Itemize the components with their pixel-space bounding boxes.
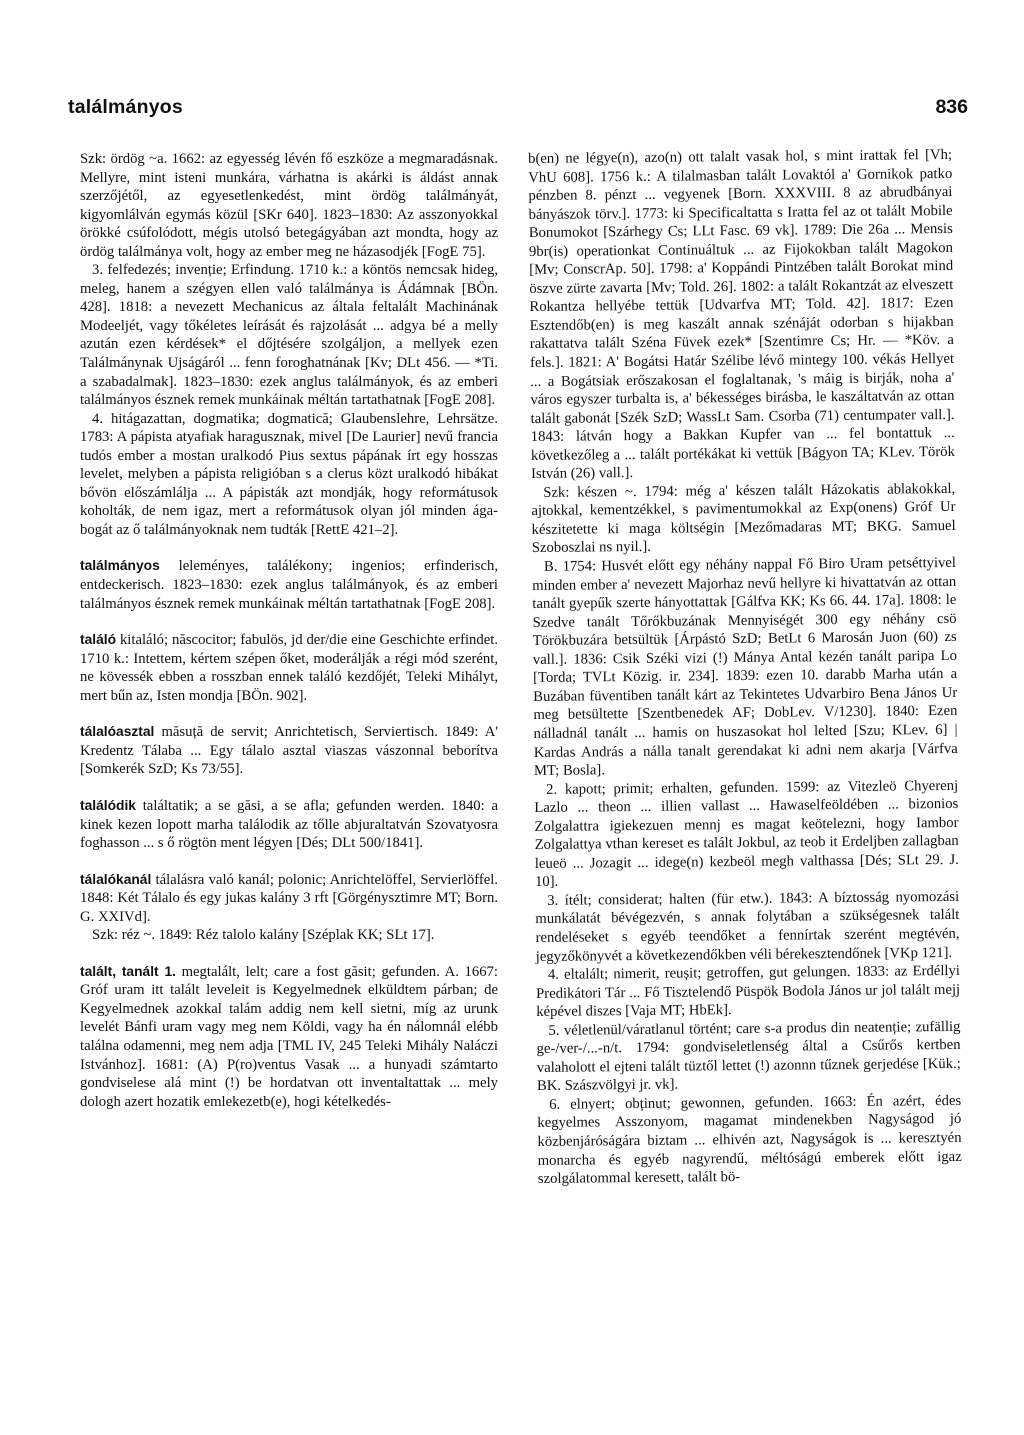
entry-text: tálalásra való kanál; polonic; Anrichtelöffel, Servierlöffel. 1848: Két Tálalo és egy jukas kalány 3 rft [Görgénysztimre MT; Born. G. XXIVd]. xyxy=(80,871,498,925)
entry-text: B. 1754: Husvét előtt egy néhány nappal Fő Biro Uram petséttyivel minden ember a' nevezett Majorhaz nevű hellyre ki hivattatván az ottan tanált gyepűk szerte hányottattak [Gálfva KK; Ks 66. 44. 17a]. 1808: le Szedve tanált Tőrőkbuzának Mennyiségét 300 egy néhány csö Törökbuzára betsültük [Árpástó SzD; BetLt 6 Marosán Juon (60) zs vall.]. 1836: Csik Széki vizi (!) Mánya Antal kezén tanált paripa Lo [Torda; TVLt Közig. ir. 234]. 1839: ezen 10. darabb Marha után a Buzában füventiben tanált kárt az Tekintetes Udvarbiro Bena János Ur meg betsültette [Szentbenedek AF; DobLev. V/1230]. 1840: Ezen nálladnál tanált ... hamis on huszasokat hol lelted [Szu; KLev. 6] | Kardas András a nálla tanalt gerendakat ki adni nem akarja [Várfva MT; Bosla]. xyxy=(532,554,958,780)
entry-paragraph xyxy=(535,888,960,966)
running-head-word: találmányos xyxy=(68,96,183,118)
dictionary-entry xyxy=(80,797,498,853)
entry-paragraph xyxy=(537,1092,962,1189)
entry-paragraph xyxy=(532,554,958,781)
entry-text: 6. elnyert; obținut; gewonnen, gefunden. 1663: Én azért, édes kegyelmes Asszonyom, magamat mindenekben Nagyságod jó közbenjáróságára biztam ... elhivén azt, Nagyságok is ... keresztyén monarcha és egyéb nagyrendű, méltóságú emberek előtt igaz szolgálatommal keresett, talált bö- xyxy=(537,1092,962,1188)
entry-text: Szk: készen ~. 1794: még a' készen talált Házokatis ablakokkal, ajtokkal, kementzékkel, s pavimentumokkal az Exp(onens) Gróf Ur készitetette ki maga költségin [Mezőmadaras MT; BKG. Samuel Szoboszlai ns nyil.]. xyxy=(531,480,956,557)
left-column xyxy=(80,150,498,1111)
entry-text: Szk: réz ~. 1849: Réz talolo kalány [Széplak KK; SLt 17]. xyxy=(92,927,435,944)
entry-paragraph xyxy=(80,410,498,540)
dictionary-entry xyxy=(80,723,498,779)
entry-text: b(en) ne légye(n), azo(n) ott talalt vasak hol, s mint irattak fel [Vh; VhU 608]. 1756 k.: A tilalmasban talált Lovaktól a' Gornikok patko pénzben 8. pénzt ... vegyenek [Born. XXXVIII. 8 az abrudbányai bányászok törv.]. 1773: ki Specificaltatta s Iratta fel az ot talált Mobile Bonumokot [Szárhegy Cs; LLt Fasc. 69 vk]. 1789: Die 26a ... Mensis 9br(is) operationkat Continuáltuk ... az Fijokokban talált Magokon [Mv; ConscrAp. 50]. 1798: a' Koppándi Pintzében talált Borokat mind öszve zürte zavarta [Mv; Told. 26]. 1802: a talált Rokantzát az elveszett Rokantza hellyébe tettük [Udvarfva MT; Told. 42]. 1817: Ezen Esztendőb(en) is meg kaszált annak szénáját odorban s hijakban rakattatva talált Széna Füvek ezek* [Szentimre Cs; Hr. — *Köv. a fels.]. 1821: A' Bogátsi Határ Szélibe lévő mintegy 100. vékás Hellyet ... a Bogátsiak erőszakosan el foglaltanak, 's máig is birják, noha a' város egyszer turbalta is, a' békességes birásba, le kaszáltatván az ottan talált gabonát [Szék SzD; WassLt Sam. Csorba (71) centumpater vall.]. 1843: látván hogy a Bakkan Kupfer van ... fel bontattuk ... következőleg a ... talált portékákat ki vettük [Bágyon TA; KLev. Török István (26) vall.]. xyxy=(528,146,955,483)
entry-text: 4. eltalált; nimerit, reușit; getroffen, gut gelungen. 1833: az Erdéllyi Predikátori Tár ... Fő Tisztelendő Püspök Bodola János ur jol talált mejj képével diszes [Vaja MT; HbEk]. xyxy=(536,962,961,1021)
entry-paragraph xyxy=(534,776,959,891)
entry-headword: tálalóasztal xyxy=(80,724,155,740)
dictionary-entry xyxy=(80,871,498,927)
entry-headword: találó xyxy=(80,632,117,648)
dictionary-entry xyxy=(80,631,498,705)
entry-text: 4. hitágazattan, dogmatika; dogmatică; Glaubenslehre, Lehrsätze. 1783: A pápista atyafiak haragusznak, mivel [De Laurier] nevű francia tudós ember a mostan uralkodó Pius sextus pápának írt egy hosszas levelet, melyben a pápista religióban s a clerus közt uralkodó hibákat bővön előszámlálja ... A pápisták azt mondják, hogy reformátusok koholták, de nem igaz, mert a reformátusok olyan jól minden ága-bogát az ő találmányoknak nem tudták [RettE 421–2]. xyxy=(80,410,498,538)
entry-text: 3. ítélt; considerat; halten (für etw.). 1843: A bíztosság nyomozási munkálatát bévégezvén, s annak folytában a szükségesnek talált rendeléseket s egyéb teendőket a fennírtak szerént megtévén, jegyzőkönyvét a következendőkben véli bérekesztendőnek [VKp 121]. xyxy=(535,888,960,965)
entry-text: 3. felfedezés; invenție; Erfindung. 1710 k.: a köntös nemcsak hideg, meleg, hanem a szégyen ellen való találmánya is Ádámnak [BÖn. 428]. 1818: a nevezett Mechanicus az általa feltalált Machinának Modeeljét, vagy tőkéletes leírását és rajzolását ... adgya bé a melly azután ezen kérdések* el dőjtésére szolgáljon, a mellyek ezen Találmánynak Ujságáról ... fenn foroghatnának [Kv; DLt 456. — *Ti. a szabadalmak]. 1823–1830: ezek anglus találmányok, és az emberi találmányos észnek remek munkáinak méltán tartathatnak [FogE 208]. xyxy=(80,262,498,409)
entry-paragraph xyxy=(536,962,961,1022)
entry-text: kitaláló; născocitor; fabulös, jd der/die eine Geschichte erfindet. 1710 k.: Intettem, kértem szépen őket, moderálják a régi mód szerént, ne kövessék ebben a rosszban ennek találó kezdőjét, Teleki Mihályt, mert bűn az, Isten mondja [BÖn. 902]. xyxy=(80,632,498,704)
entry-paragraph xyxy=(528,146,955,484)
entry-text: măsuță de servit; Anrichtetisch, Serviertisch. 1849: A' Kredentz Tálaba ... Egy tálalo asztal viaszas vászonnal beborítva [Somkerék SzD; Ks 73/55]. xyxy=(80,724,498,778)
running-head xyxy=(68,96,968,130)
entry-paragraph xyxy=(80,150,498,261)
entry-text: megtalált, lelt; care a fost găsit; gefunden. A. 1667: Gróf uram itt talált leveleit is Kegyelmednek elküldtem párban; de Kegyelmednek azokkal talám addig nem kell sietni, míg az urunk levelét Bánfi uram vagy meg nem Köldi, vagy ha én nálomnál elébb találna odamenni, meg nem adja [TML IV, 245 Teleki Mihály Naláczi Istvánhoz]. 1681: (A) P(ro)ventus Vasak ... a hunyadi számtarto gondviselese alá mint (!) be hordatvan ott inventaltattak ... mely dologh azert hozatik emlekezetb(e), hogi kételkedés- xyxy=(80,963,498,1110)
entry-text: 5. véletlenül/váratlanul történt; care s-a produs din neatenție; zufällig ge-/ver-/...-n/t. 1794: gondviseletlenség által a Csűrős kertben valaholott el ejteni talált tüztől lettet (!) azonnn tűznek gerjedése [Kük.; BK. Szászvölgyi jr. vk]. xyxy=(536,1018,961,1095)
dictionary-entry xyxy=(80,963,498,1111)
entry-text: leleményes, találékony; ingenios; erfinderisch, entdeckerisch. 1823–1830: ezek anglus találmányok, és az emberi találmányos észnek remek munkáinak méltán tartathatnak [FogE 208]. xyxy=(80,558,498,612)
entry-paragraph xyxy=(80,261,498,409)
entry-headword: találódik xyxy=(80,797,136,813)
right-column xyxy=(528,146,962,1189)
entry-paragraph xyxy=(536,1018,961,1096)
entry-text: találtatik; a se găsi, a se afla; gefunden werden. 1840: a kinek kezen lopott marha találodik az tőlle abjuraltatván Szovatyosra foghasson ... s ő rögtön ment légyen [Dés; DLt 500/1841]. xyxy=(80,797,498,852)
entry-paragraph xyxy=(531,480,956,558)
entry-text: 2. kapott; primit; erhalten, gefunden. 1599: az Vitezleö Chyerenj Lazlo ... theon ... illien vallast ... Hawaselfeöldében ... bizonios Zolgalattra igiekezuen mennj es magat keötelezni, hogy Iambor Zolgalattya vthan kereset es talált Jokbul, az teob it Erdeljben zallagban leueö ... Jozagit ... idege(n) kezbeöl megh valthassa [Dés; SLt 29. J. 10]. xyxy=(534,777,959,891)
entry-paragraph xyxy=(80,926,498,945)
dictionary-entry xyxy=(80,557,498,613)
entry-headword: talált, tanált 1. xyxy=(80,963,176,979)
page-number: 836 xyxy=(935,96,968,118)
entry-headword: találmányos xyxy=(80,558,160,574)
entry-text: Szk: ördög ~a. 1662: az egyesség lévén fő eszköze a megmaradásnak. Mellyre, mint isteni munkára, várhatna is akárki is áldást annak szerzőjétől, az egyesetlenkedést, mint ördög találmányát, kigyomlálván egymás közül [SKr 640]. 1823–1830: Az asszonyokkal örökké csúfolódott, mégis utolsó betegágyában azt mondta, hogy az ördög találmánya volt, hogy az ember meg ne házasodjék [FogE 75]. xyxy=(80,151,498,260)
entry-headword: tálalókanál xyxy=(80,871,152,887)
